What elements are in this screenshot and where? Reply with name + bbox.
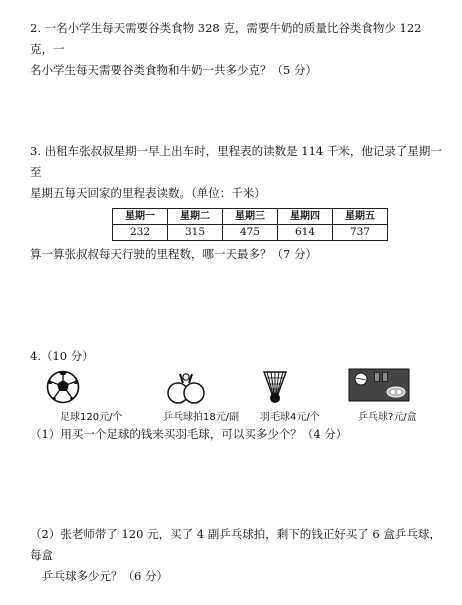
question-2-line-2: 名小学生每天需要谷类食物和牛奶一共多少克？（5 分） bbox=[30, 63, 317, 77]
table-header-cell: 星期四 bbox=[278, 209, 333, 225]
table-header-cell: 星期二 bbox=[168, 209, 223, 225]
item-ping-pong-box bbox=[348, 368, 410, 402]
question-4-sub-2 bbox=[30, 524, 450, 587]
table-cell: 614 bbox=[278, 225, 333, 241]
question-3-line-2: 星期五每天回家的里程表读数。（单位：千米） bbox=[30, 186, 266, 200]
question-2-line-1: 2. 一名小学生每天需要谷类食物 328 克，需要牛奶的质量比谷类食物少 122 克，一 bbox=[30, 21, 422, 56]
table-cell: 737 bbox=[333, 225, 388, 241]
item-shuttlecock bbox=[258, 368, 292, 406]
caption-soccer-ball: 足球120元/个 bbox=[60, 412, 123, 423]
table-header-cell: 星期五 bbox=[333, 209, 388, 225]
soccer-ball-icon bbox=[46, 370, 80, 404]
question-3-line-1: 3. 出租车张叔叔星期一早上出车时，里程表的读数是 114 千米，他记录了星期一至 bbox=[30, 144, 442, 179]
question-3 bbox=[30, 141, 445, 265]
shuttlecock-icon bbox=[258, 368, 292, 406]
table-cell: 475 bbox=[223, 225, 278, 241]
table-cell: 315 bbox=[168, 225, 223, 241]
caption-ping-pong-box: 乒乓球?元/盒 bbox=[358, 412, 417, 423]
caption-ping-pong-paddles: 乒乓球拍18元/副 bbox=[163, 412, 240, 423]
question-4-sub-2-line-2: 乒乓球多少元？（6 分） bbox=[42, 569, 168, 583]
question-4-sub-1: （1）用买一个足球的钱来买羽毛球，可以买多少个？（4 分） bbox=[30, 427, 348, 441]
ping-pong-box-icon bbox=[348, 368, 410, 402]
table-cell: 232 bbox=[113, 225, 168, 241]
question-3-prompt: 算一算张叔叔每天行驶的里程数，哪一天最多？（7 分） bbox=[30, 247, 317, 261]
table-header-row bbox=[113, 209, 388, 225]
question-4-sub-2-line-1: （2）张老师带了 120 元，买了 4 副乒乓球拍，剩下的钱正好买了 6 盒乒乓球，每盒 bbox=[30, 527, 441, 562]
table-row bbox=[113, 225, 388, 241]
odometer-table bbox=[112, 208, 388, 241]
item-ping-pong-paddles bbox=[165, 368, 207, 406]
table-header-cell: 星期三 bbox=[223, 209, 278, 225]
ping-pong-paddles-icon bbox=[165, 368, 207, 406]
caption-shuttlecock: 羽毛球4元/个 bbox=[260, 412, 320, 423]
table-header-cell: 星期一 bbox=[113, 209, 168, 225]
question-4-title: 4.（10 分） bbox=[30, 349, 94, 363]
item-soccer-ball bbox=[46, 370, 80, 404]
question-2 bbox=[30, 18, 445, 81]
